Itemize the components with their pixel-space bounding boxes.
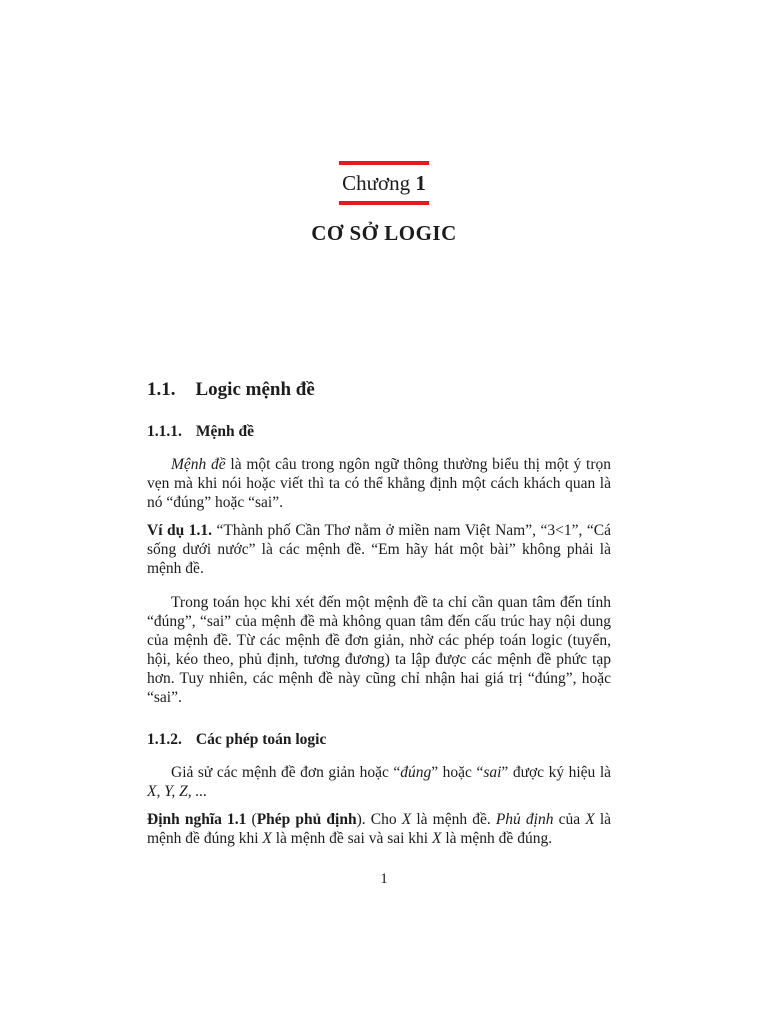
term-menh-de: Mệnh đề <box>171 456 226 473</box>
chapter-number: 1 <box>415 171 426 195</box>
subsection-title: Các phép toán logic <box>195 731 327 748</box>
paragraph-definition-proposition <box>147 455 611 512</box>
definition-label: Định nghĩa 1.1 <box>147 811 247 828</box>
term-phu-dinh: Phủ định <box>495 811 554 828</box>
variable-x: X <box>401 811 412 828</box>
chapter-heading <box>0 161 768 205</box>
definition-name: Phép phủ định <box>256 811 357 828</box>
variable-x: X <box>262 830 272 847</box>
text-run: Cho <box>365 811 402 828</box>
example-block <box>147 521 611 578</box>
text-run: là mệnh đề sai và sai khi <box>271 830 432 847</box>
paragraph-text: Trong toán học khi xét đến một mệnh đề ta chỉ cần quan tâm đến tính “đúng”, “sai” của mệnh đề mà không quan tâm đến cấu trúc hay nội dung của mệnh đề. Từ các mệnh đề đơn giản, nhờ các phép toán logic (tuyển, hội, kéo theo, phủ định, tương đương) ta lập được các mệnh đề phức tạp hơn. Tuy nhiên, các mệnh đề này cũng chỉ nhận hai giá trị “đúng”, hoặc “sai”. <box>147 594 611 706</box>
section-number: 1.1. <box>147 379 176 400</box>
page-number: 1 <box>380 871 388 887</box>
example-label: Ví dụ 1.1. <box>147 522 213 539</box>
subsection-heading-2 <box>147 731 326 749</box>
text-run: của <box>553 811 586 828</box>
variables: X, Y, Z, ... <box>147 783 208 800</box>
term-sai: sai <box>483 764 502 781</box>
subsection-number: 1.1.1. <box>147 423 182 440</box>
chapter-rule-bottom <box>339 201 429 205</box>
definition-block: Định nghĩa 1.1 (Phép phủ định). Cho X là mệnh đề. Phủ định của X là mệnh đề đúng khi X là mệnh đề sai và sai khi X là mệnh đề đúng. <box>147 811 612 847</box>
term-dung: đúng <box>400 764 432 781</box>
paragraph-notation <box>147 763 611 801</box>
variable-x: X <box>431 830 442 847</box>
example-text: “Thành phố Cần Thơ nằm ở miền nam Việt Nam”, “3<1”, “Cá sống dưới nước” là các mệnh đề. “Em hãy hát một bài” không phải là mệnh đề. <box>147 522 611 577</box>
subsection-number: 1.1.2. <box>147 731 182 748</box>
text-run: là mệnh đề. <box>411 811 496 828</box>
chapter-rule-top <box>339 161 429 165</box>
section-title: Logic mệnh đề <box>195 379 315 400</box>
text-run: là mệnh đề đúng. <box>441 830 553 847</box>
variable-x: X <box>585 811 595 828</box>
text-run: ” hoặc “ <box>431 764 484 781</box>
chapter-title: CƠ SỞ LOGIC <box>311 221 457 245</box>
paragraph-logic-intro <box>147 593 611 707</box>
chapter-label <box>0 168 768 198</box>
paragraph-text: là một câu trong ngôn ngữ thông thường biểu thị một ý trọn vẹn mà khi nói hoặc viết thì ta có thể khẳng định một cách khách quan là nó “đúng” hoặc “sai”. <box>147 456 612 511</box>
subsection-heading-1 <box>147 423 254 441</box>
subsection-title: Mệnh đề <box>195 423 254 440</box>
section-heading <box>147 379 315 401</box>
text-run: là mệnh đề đúng khi <box>147 811 612 847</box>
chapter-word: Chương <box>342 171 411 195</box>
text-run: Giả sử các mệnh đề đơn giản hoặc “ <box>171 764 401 781</box>
text-run: ” được ký hiệu là <box>501 764 611 781</box>
